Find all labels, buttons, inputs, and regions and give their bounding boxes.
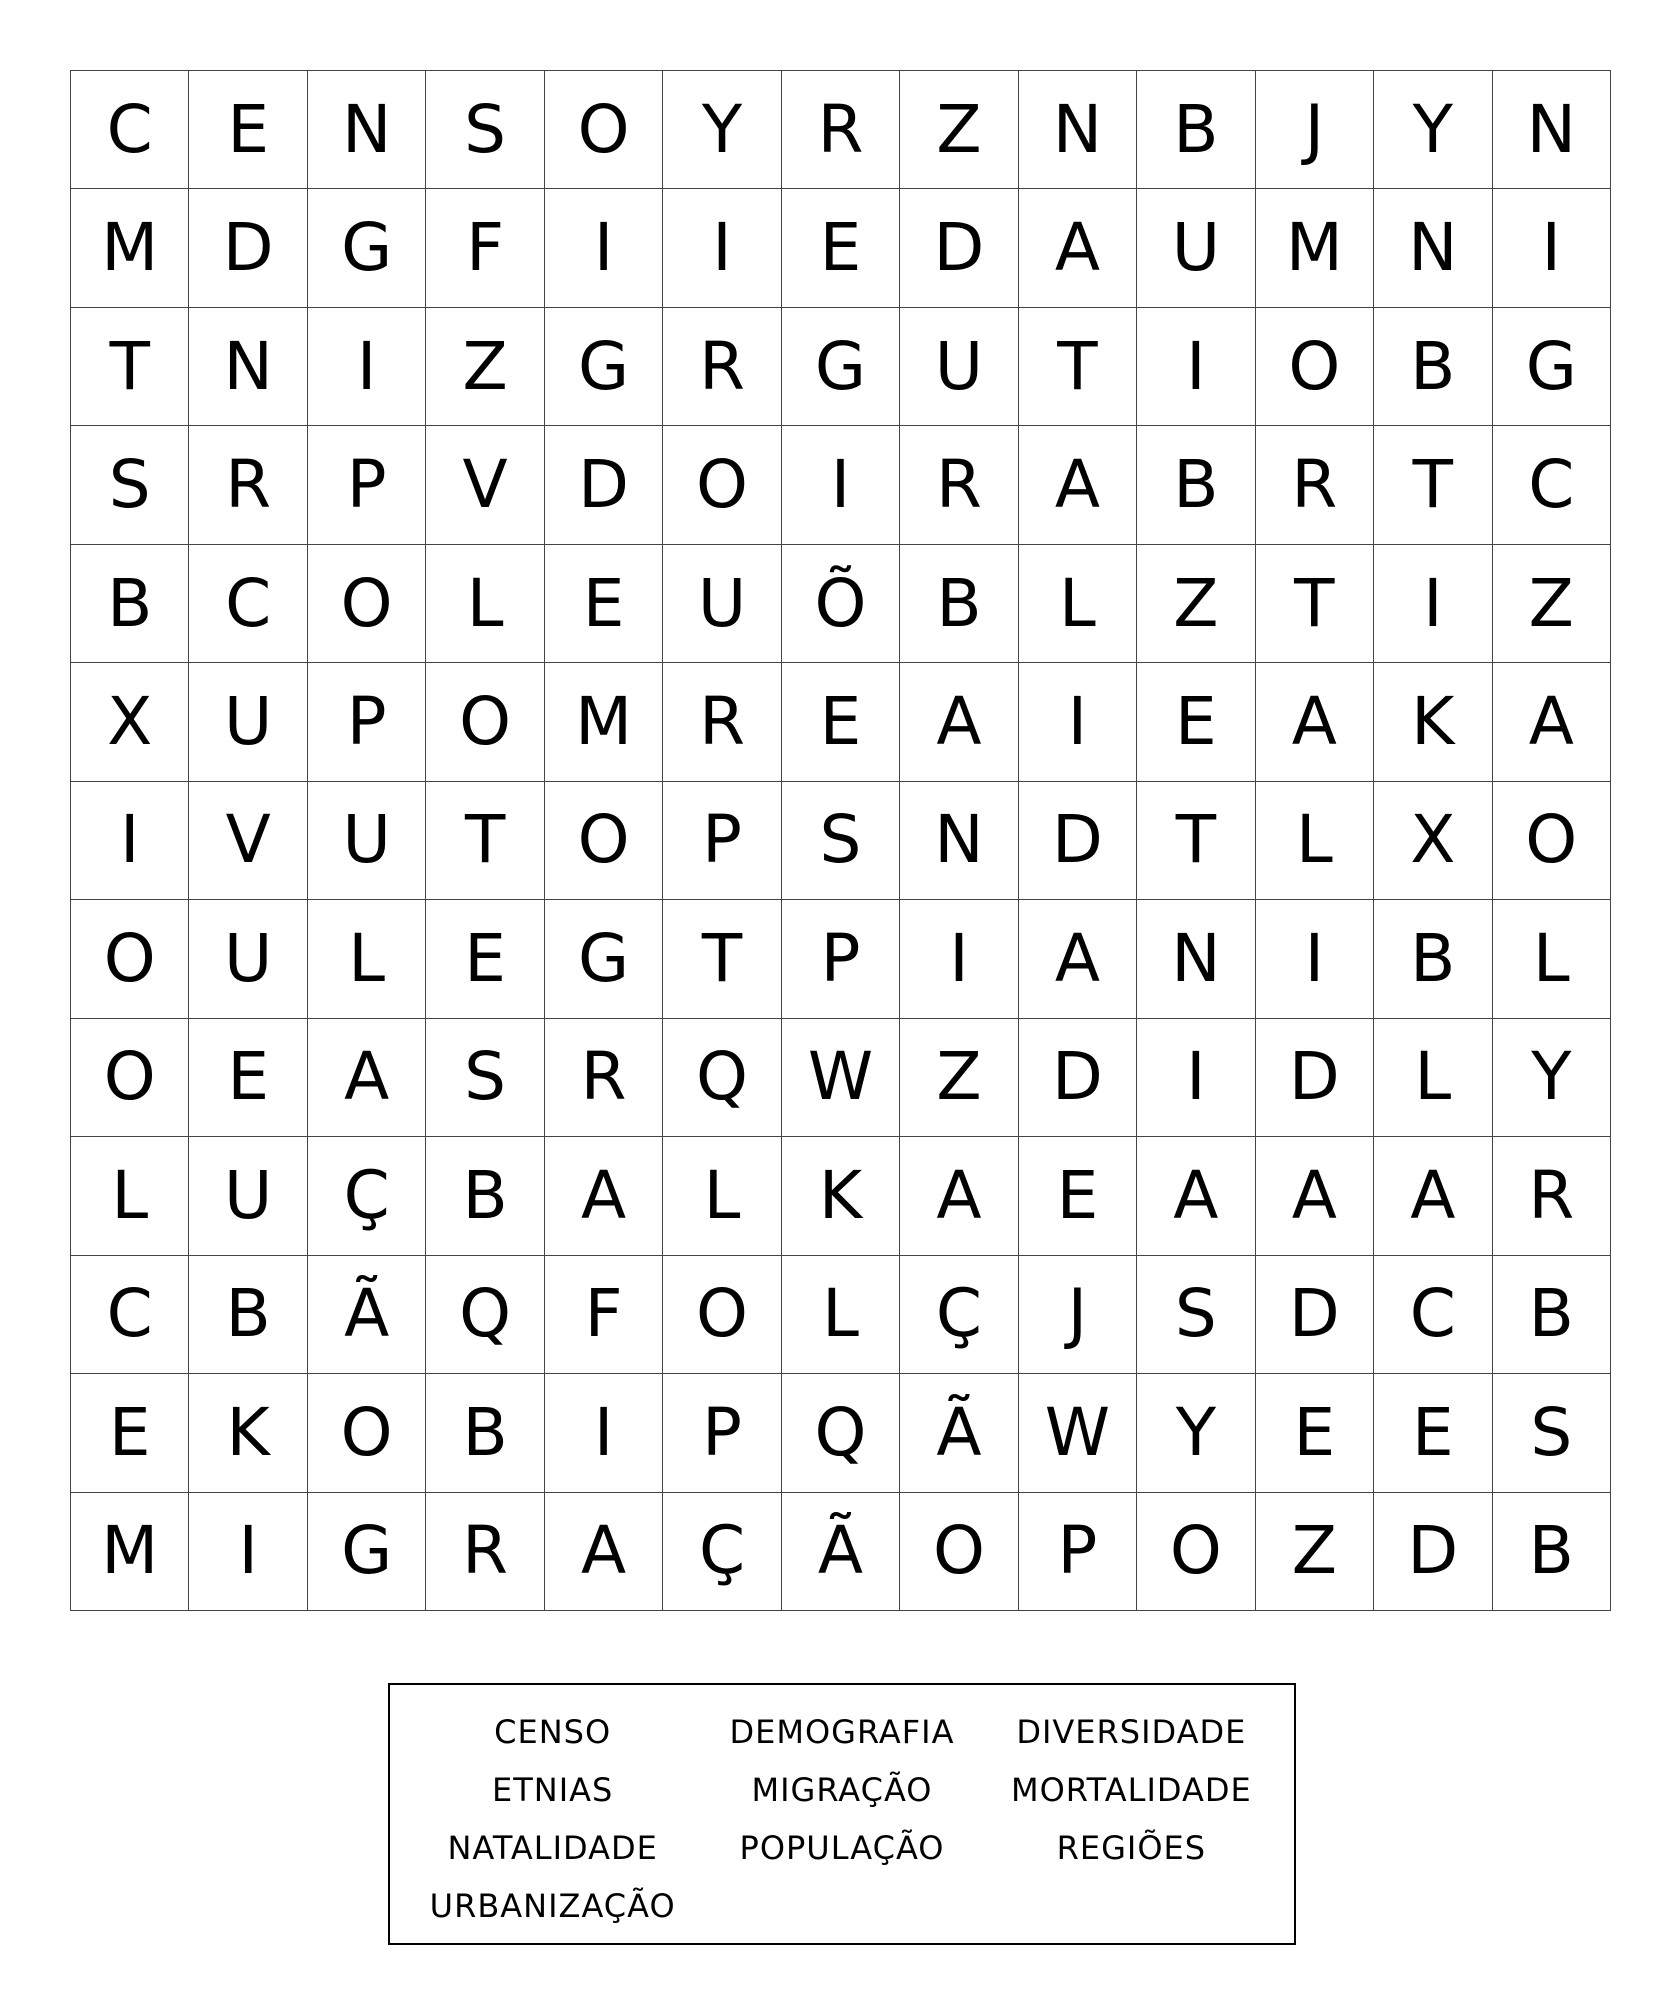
grid-cell-r0-c0[interactable]: C [71,71,189,189]
grid-cell-r5-c4[interactable]: M [545,663,663,781]
grid-cell-r5-c3[interactable]: O [426,663,544,781]
grid-cell-r0-c11[interactable]: Y [1374,71,1492,189]
grid-cell-r8-c0[interactable]: O [71,1019,189,1137]
grid-cell-r3-c2[interactable]: P [308,426,426,544]
grid-cell-r12-c5[interactable]: Ç [663,1493,781,1611]
grid-cell-r7-c4[interactable]: G [545,900,663,1018]
grid-cell-r11-c9[interactable]: Y [1137,1374,1255,1492]
grid-cell-r6-c1[interactable]: V [189,782,307,900]
grid-cell-r10-c4[interactable]: F [545,1256,663,1374]
grid-cell-r7-c9[interactable]: N [1137,900,1255,1018]
grid-cell-r11-c2[interactable]: O [308,1374,426,1492]
grid-cell-r7-c12[interactable]: L [1493,900,1611,1018]
grid-cell-r6-c6[interactable]: S [782,782,900,900]
grid-cell-r0-c7[interactable]: Z [900,71,1018,189]
grid-cell-r8-c7[interactable]: Z [900,1019,1018,1137]
grid-cell-r9-c7[interactable]: A [900,1137,1018,1255]
grid-cell-r5-c0[interactable]: X [71,663,189,781]
grid-cell-r10-c0[interactable]: C [71,1256,189,1374]
grid-cell-r7-c8[interactable]: A [1019,900,1137,1018]
grid-cell-r12-c2[interactable]: G [308,1493,426,1611]
word-bank-word: REGIÕES [1056,1829,1207,1867]
grid-cell-r8-c9[interactable]: I [1137,1019,1255,1137]
grid-cell-r6-c4[interactable]: O [545,782,663,900]
grid-cell-r10-c9[interactable]: S [1137,1256,1255,1374]
grid-cell-r11-c6[interactable]: Q [782,1374,900,1492]
grid-cell-r6-c8[interactable]: D [1019,782,1137,900]
grid-cell-r11-c0[interactable]: E [71,1374,189,1492]
grid-cell-r5-c9[interactable]: E [1137,663,1255,781]
grid-cell-r4-c7[interactable]: B [900,545,1018,663]
grid-cell-r9-c0[interactable]: L [71,1137,189,1255]
word-bank-word: DIVERSIDADE [1016,1713,1247,1751]
grid-cell-r6-c5[interactable]: P [663,782,781,900]
grid-cell-r0-c3[interactable]: S [426,71,544,189]
grid-cell-r12-c3[interactable]: R [426,1493,544,1611]
grid-cell-r10-c10[interactable]: D [1256,1256,1374,1374]
grid-cell-r11-c10[interactable]: E [1256,1374,1374,1492]
grid-cell-r9-c3[interactable]: B [426,1137,544,1255]
grid-cell-r5-c7[interactable]: A [900,663,1018,781]
word-bank [388,1683,1296,1945]
grid-cell-r4-c4[interactable]: E [545,545,663,663]
grid-cell-r11-c7[interactable]: Ã [900,1374,1018,1492]
grid-cell-r11-c12[interactable]: S [1493,1374,1611,1492]
grid-cell-r1-c2[interactable]: G [308,189,426,307]
grid-cell-r8-c5[interactable]: Q [663,1019,781,1137]
grid-cell-r10-c11[interactable]: C [1374,1256,1492,1374]
grid-cell-r12-c6[interactable]: Ã [782,1493,900,1611]
grid-cell-r0-c9[interactable]: B [1137,71,1255,189]
grid-cell-r11-c4[interactable]: I [545,1374,663,1492]
grid-cell-r2-c3[interactable]: Z [426,308,544,426]
grid-cell-r10-c12[interactable]: B [1493,1256,1611,1374]
grid-cell-r2-c0[interactable]: T [71,308,189,426]
word-bank-word: CENSO [494,1713,612,1751]
grid-cell-r6-c0[interactable]: I [71,782,189,900]
grid-cell-r1-c5[interactable]: I [663,189,781,307]
grid-cell-r7-c2[interactable]: L [308,900,426,1018]
grid-cell-r7-c10[interactable]: I [1256,900,1374,1018]
word-bank-column [408,1703,697,1943]
grid-cell-r11-c8[interactable]: W [1019,1374,1137,1492]
grid-cell-r12-c10[interactable]: Z [1256,1493,1374,1611]
grid-cell-r4-c12[interactable]: Z [1493,545,1611,663]
word-bank-column [987,1703,1276,1943]
grid-cell-r9-c4[interactable]: A [545,1137,663,1255]
grid-cell-r3-c12[interactable]: C [1493,426,1611,544]
grid-cell-r8-c10[interactable]: D [1256,1019,1374,1137]
grid-cell-r0-c5[interactable]: Y [663,71,781,189]
grid-cell-r9-c9[interactable]: A [1137,1137,1255,1255]
grid-cell-r9-c10[interactable]: A [1256,1137,1374,1255]
grid-cell-r9-c6[interactable]: K [782,1137,900,1255]
grid-cell-r0-c10[interactable]: J [1256,71,1374,189]
grid-cell-r3-c7[interactable]: R [900,426,1018,544]
word-bank-word: POPULAÇÃO [739,1829,945,1867]
grid-cell-r4-c8[interactable]: L [1019,545,1137,663]
grid-cell-r6-c7[interactable]: N [900,782,1018,900]
grid-cell-r9-c12[interactable]: R [1493,1137,1611,1255]
grid-cell-r3-c10[interactable]: R [1256,426,1374,544]
grid-cell-r8-c8[interactable]: D [1019,1019,1137,1137]
grid-cell-r10-c1[interactable]: B [189,1256,307,1374]
grid-cell-r5-c12[interactable]: A [1493,663,1611,781]
grid-cell-r0-c1[interactable]: E [189,71,307,189]
grid-cell-r4-c2[interactable]: O [308,545,426,663]
grid-cell-r2-c11[interactable]: B [1374,308,1492,426]
grid-cell-r3-c0[interactable]: S [71,426,189,544]
grid-cell-r11-c11[interactable]: E [1374,1374,1492,1492]
grid-cell-r10-c3[interactable]: Q [426,1256,544,1374]
grid-cell-r2-c6[interactable]: G [782,308,900,426]
grid-cell-r0-c4[interactable]: O [545,71,663,189]
grid-cell-r8-c1[interactable]: E [189,1019,307,1137]
grid-cell-r1-c9[interactable]: U [1137,189,1255,307]
grid-cell-r1-c3[interactable]: F [426,189,544,307]
grid-cell-r6-c10[interactable]: L [1256,782,1374,900]
grid-cell-r4-c1[interactable]: C [189,545,307,663]
grid-cell-r3-c4[interactable]: D [545,426,663,544]
grid-cell-r10-c2[interactable]: Ã [308,1256,426,1374]
word-bank-column [697,1703,986,1943]
grid-cell-r7-c0[interactable]: O [71,900,189,1018]
grid-cell-r2-c1[interactable]: N [189,308,307,426]
grid-cell-r6-c11[interactable]: X [1374,782,1492,900]
grid-cell-r12-c7[interactable]: O [900,1493,1018,1611]
grid-cell-r1-c11[interactable]: N [1374,189,1492,307]
grid-cell-r11-c3[interactable]: B [426,1374,544,1492]
grid-cell-r8-c3[interactable]: S [426,1019,544,1137]
grid-cell-r12-c1[interactable]: I [189,1493,307,1611]
grid-cell-r1-c8[interactable]: A [1019,189,1137,307]
grid-cell-r10-c8[interactable]: J [1019,1256,1137,1374]
grid-cell-r12-c11[interactable]: D [1374,1493,1492,1611]
grid-cell-r1-c1[interactable]: D [189,189,307,307]
grid-cell-r9-c2[interactable]: Ç [308,1137,426,1255]
grid-cell-r5-c1[interactable]: U [189,663,307,781]
grid-cell-r3-c5[interactable]: O [663,426,781,544]
grid-cell-r4-c11[interactable]: I [1374,545,1492,663]
grid-cell-r6-c2[interactable]: U [308,782,426,900]
grid-cell-r12-c4[interactable]: A [545,1493,663,1611]
grid-cell-r5-c5[interactable]: R [663,663,781,781]
word-bank-word: DEMOGRAFIA [729,1713,955,1751]
word-bank-word: NATALIDADE [447,1829,658,1867]
grid-cell-r6-c9[interactable]: T [1137,782,1255,900]
grid-cell-r1-c10[interactable]: M [1256,189,1374,307]
grid-cell-r12-c0[interactable]: M [71,1493,189,1611]
grid-cell-r2-c9[interactable]: I [1137,308,1255,426]
grid-cell-r4-c3[interactable]: L [426,545,544,663]
grid-cell-r5-c11[interactable]: K [1374,663,1492,781]
grid-cell-r1-c4[interactable]: I [545,189,663,307]
grid-cell-r10-c6[interactable]: L [782,1256,900,1374]
grid-cell-r0-c2[interactable]: N [308,71,426,189]
grid-cell-r9-c11[interactable]: A [1374,1137,1492,1255]
word-bank-word: MORTALIDADE [1010,1771,1252,1809]
grid-cell-r12-c12[interactable]: B [1493,1493,1611,1611]
grid-cell-r0-c8[interactable]: N [1019,71,1137,189]
grid-cell-r11-c5[interactable]: P [663,1374,781,1492]
grid-cell-r7-c1[interactable]: U [189,900,307,1018]
grid-cell-r7-c3[interactable]: E [426,900,544,1018]
grid-cell-r8-c11[interactable]: L [1374,1019,1492,1137]
grid-cell-r1-c12[interactable]: I [1493,189,1611,307]
grid-cell-r4-c0[interactable]: B [71,545,189,663]
grid-cell-r2-c12[interactable]: G [1493,308,1611,426]
grid-cell-r9-c1[interactable]: U [189,1137,307,1255]
grid-cell-r0-c12[interactable]: N [1493,71,1611,189]
grid-cell-r6-c3[interactable]: T [426,782,544,900]
grid-cell-r3-c9[interactable]: B [1137,426,1255,544]
grid-cell-r4-c6[interactable]: Õ [782,545,900,663]
grid-cell-r0-c6[interactable]: R [782,71,900,189]
grid-cell-r11-c1[interactable]: K [189,1374,307,1492]
grid-cell-r2-c10[interactable]: O [1256,308,1374,426]
grid-cell-r3-c3[interactable]: V [426,426,544,544]
grid-cell-r7-c6[interactable]: P [782,900,900,1018]
grid-cell-r4-c10[interactable]: T [1256,545,1374,663]
grid-cell-r12-c9[interactable]: O [1137,1493,1255,1611]
grid-cell-r8-c4[interactable]: R [545,1019,663,1137]
grid-cell-r2-c5[interactable]: R [663,308,781,426]
grid-cell-r3-c8[interactable]: A [1019,426,1137,544]
grid-cell-r9-c8[interactable]: E [1019,1137,1137,1255]
grid-cell-r4-c9[interactable]: Z [1137,545,1255,663]
grid-cell-r5-c2[interactable]: P [308,663,426,781]
grid-cell-r5-c6[interactable]: E [782,663,900,781]
grid-cell-r7-c5[interactable]: T [663,900,781,1018]
grid-cell-r3-c6[interactable]: I [782,426,900,544]
word-bank-word: URBANIZAÇÃO [429,1887,676,1925]
grid-cell-r10-c7[interactable]: Ç [900,1256,1018,1374]
grid-cell-r2-c2[interactable]: I [308,308,426,426]
word-bank-word: MIGRAÇÃO [751,1771,933,1809]
grid-cell-r9-c5[interactable]: L [663,1137,781,1255]
grid-cell-r6-c12[interactable]: O [1493,782,1611,900]
grid-cell-r3-c1[interactable]: R [189,426,307,544]
grid-cell-r1-c6[interactable]: E [782,189,900,307]
grid-cell-r8-c2[interactable]: A [308,1019,426,1137]
grid-cell-r7-c11[interactable]: B [1374,900,1492,1018]
word-bank-word: ETNIAS [491,1771,614,1809]
grid-cell-r8-c12[interactable]: Y [1493,1019,1611,1137]
grid-cell-r3-c11[interactable]: T [1374,426,1492,544]
grid-cell-r12-c8[interactable]: P [1019,1493,1137,1611]
word-search-grid [70,70,1611,1611]
grid-cell-r4-c5[interactable]: U [663,545,781,663]
grid-cell-r10-c5[interactable]: O [663,1256,781,1374]
grid-cell-r1-c0[interactable]: M [71,189,189,307]
grid-cell-r2-c4[interactable]: G [545,308,663,426]
grid-cell-r2-c7[interactable]: U [900,308,1018,426]
grid-cell-r7-c7[interactable]: I [900,900,1018,1018]
grid-cell-r5-c8[interactable]: I [1019,663,1137,781]
grid-cell-r5-c10[interactable]: A [1256,663,1374,781]
grid-cell-r2-c8[interactable]: T [1019,308,1137,426]
grid-cell-r1-c7[interactable]: D [900,189,1018,307]
grid-cell-r8-c6[interactable]: W [782,1019,900,1137]
